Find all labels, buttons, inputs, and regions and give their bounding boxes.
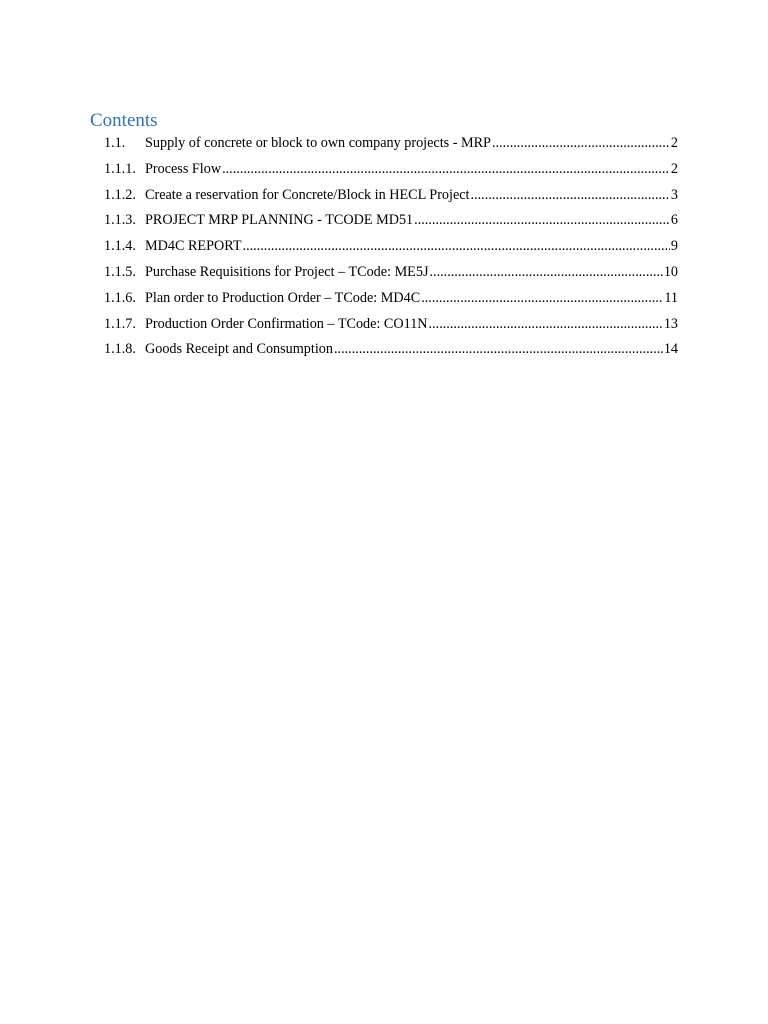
toc-entry-page: 10 — [663, 263, 678, 280]
toc-entry-title: Production Order Confirmation – TCode: CO11N — [145, 315, 428, 332]
toc-entry-number: 1.1.6. — [104, 289, 136, 306]
toc-entry-number: 1.1.1. — [104, 160, 136, 177]
toc-list — [104, 132, 678, 364]
toc-dot-leader — [429, 261, 662, 283]
toc-entry-title: Plan order to Production Order – TCode: MD4C — [145, 289, 421, 306]
toc-heading: Contents — [90, 110, 158, 131]
toc-entry[interactable] — [104, 132, 678, 158]
toc-dot-leader — [492, 132, 670, 154]
toc-dot-leader — [414, 209, 670, 231]
toc-entry-title: Supply of concrete or block to own company projects - MRP — [145, 135, 491, 151]
toc-entry[interactable] — [104, 235, 678, 261]
toc-entry-title: Create a reservation for Concrete/Block in HECL Project — [145, 186, 470, 203]
toc-entry[interactable] — [104, 287, 678, 313]
toc-entry[interactable] — [104, 261, 678, 287]
toc-dot-leader — [222, 158, 670, 180]
toc-entry-page: 6 — [670, 212, 678, 229]
toc-entry-page: 3 — [670, 186, 678, 203]
toc-entry-number: 1.1.4. — [104, 238, 136, 255]
toc-dot-leader — [334, 338, 663, 360]
toc-entry-page: 2 — [670, 160, 678, 177]
toc-entry-number: 1.1. — [104, 135, 126, 151]
toc-entry-number: 1.1.3. — [104, 212, 136, 229]
toc-dot-leader — [429, 313, 663, 335]
toc-entry[interactable] — [104, 209, 678, 235]
toc-dot-leader — [243, 235, 670, 257]
toc-entry[interactable] — [104, 184, 678, 210]
toc-entry-page: 13 — [663, 315, 678, 332]
toc-entry[interactable] — [104, 338, 678, 364]
toc-entry-title: MD4C REPORT — [145, 238, 242, 255]
toc-entry-number: 1.1.2. — [104, 186, 136, 203]
toc-entry-page: 14 — [663, 341, 678, 358]
toc-dot-leader — [471, 184, 670, 206]
toc-entry[interactable] — [104, 158, 678, 184]
toc-dot-leader — [421, 287, 663, 309]
toc-entry-page: 11 — [664, 289, 678, 306]
toc-entry-page: 9 — [670, 238, 678, 255]
toc-entry-title: Purchase Requisitions for Project – TCode: ME5J — [145, 263, 429, 280]
toc-entry-title: Goods Receipt and Consumption — [145, 341, 333, 358]
toc-entry-page: 2 — [670, 135, 678, 151]
toc-entry-number: 1.1.5. — [104, 263, 136, 280]
toc-entry[interactable] — [104, 313, 678, 339]
toc-entry-title: PROJECT MRP PLANNING - TCODE MD51 — [145, 212, 414, 229]
toc-entry-number: 1.1.8. — [104, 341, 136, 358]
toc-entry-title: Process Flow — [145, 160, 222, 177]
toc-entry-number: 1.1.7. — [104, 315, 136, 332]
